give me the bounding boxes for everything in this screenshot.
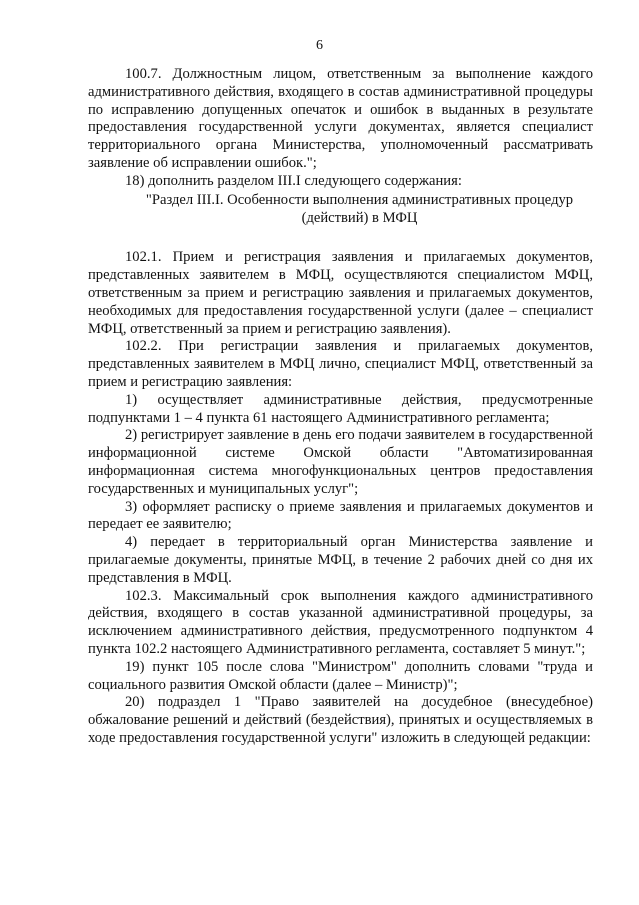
list-item-1: 1) осуществляет административные действия, предусмотренные подпунктами 1 – 4 пункта 61 настоящего Административного регламента; (88, 391, 593, 426)
paragraph-102-2: 102.2. При регистрации заявления и прилагаемых документов, представленных заявителем в МФЦ лично, специалист МФЦ, ответственный за прием и регистрацию заявления: (88, 338, 593, 390)
list-item-3: 3) оформляет расписку о приеме заявления и прилагаемых документов и передает ее заявителю; (88, 498, 593, 533)
list-item-4: 4) передает в территориальный орган Министерства заявление и прилагаемые документы, принятые МФЦ, в течение 2 рабочих дней со дня их представления в МФЦ. (88, 534, 593, 586)
paragraph-item-18: 18) дополнить разделом III.I следующего содержания: (125, 172, 462, 189)
paragraph-100-7: 100.7. Должностным лицом, ответственным за выполнение каждого административного действия, входящего в состав административной процедуры по исправлению допущенных опечаток и ошибок в выданных в результате предоставления государственной услуги документах, является специалист территориального органа Министерства, уполномоченный рассматривать заявление об исправлении ошибок."; (88, 66, 593, 171)
page-number: 6 (316, 38, 323, 53)
list-item-2: 2) регистрирует заявление в день его подачи заявителем в государственной информационной системе Омской области "Автоматизированная информационная система многофункциональных центров предоставления государственных и муниципальных услуг"; (88, 427, 593, 497)
blank-line (88, 227, 593, 249)
document-body (88, 66, 593, 748)
paragraph-102-1: 102.1. Прием и регистрация заявления и прилагаемых документов, представленных заявителем в МФЦ, осуществляются специалистом МФЦ, ответственным за прием и регистрацию заявления и прилагаемых документов, необходимых для предоставления государственной услуги (далее – специалист МФЦ, ответственный за прием и регистрацию заявления). (88, 249, 593, 337)
paragraph-item-20: 20) подраздел 1 "Право заявителей на досудебное (внесудебное) обжалование решений и действий (бездействия), принятых и осуществляемых в ходе предоставления государственной услуги" изложить в следующей редакции: (88, 694, 593, 746)
paragraph-item-19: 19) пункт 105 после слова "Министром" дополнить словами "труда и социального развития Омской области (далее – Министр)"; (88, 658, 593, 693)
paragraph-102-3: 102.3. Максимальный срок выполнения каждого административного действия, входящего в состав указанной административной процедуры, за исключением административного действия, предусмотренного подпунктом 4 пункта 102.2 настоящего Административного регламента, составляет 5 минут."; (88, 587, 593, 657)
section-heading: "Раздел III.I. Особенности выполнения административных процедур (действий) в МФЦ (145, 191, 574, 226)
